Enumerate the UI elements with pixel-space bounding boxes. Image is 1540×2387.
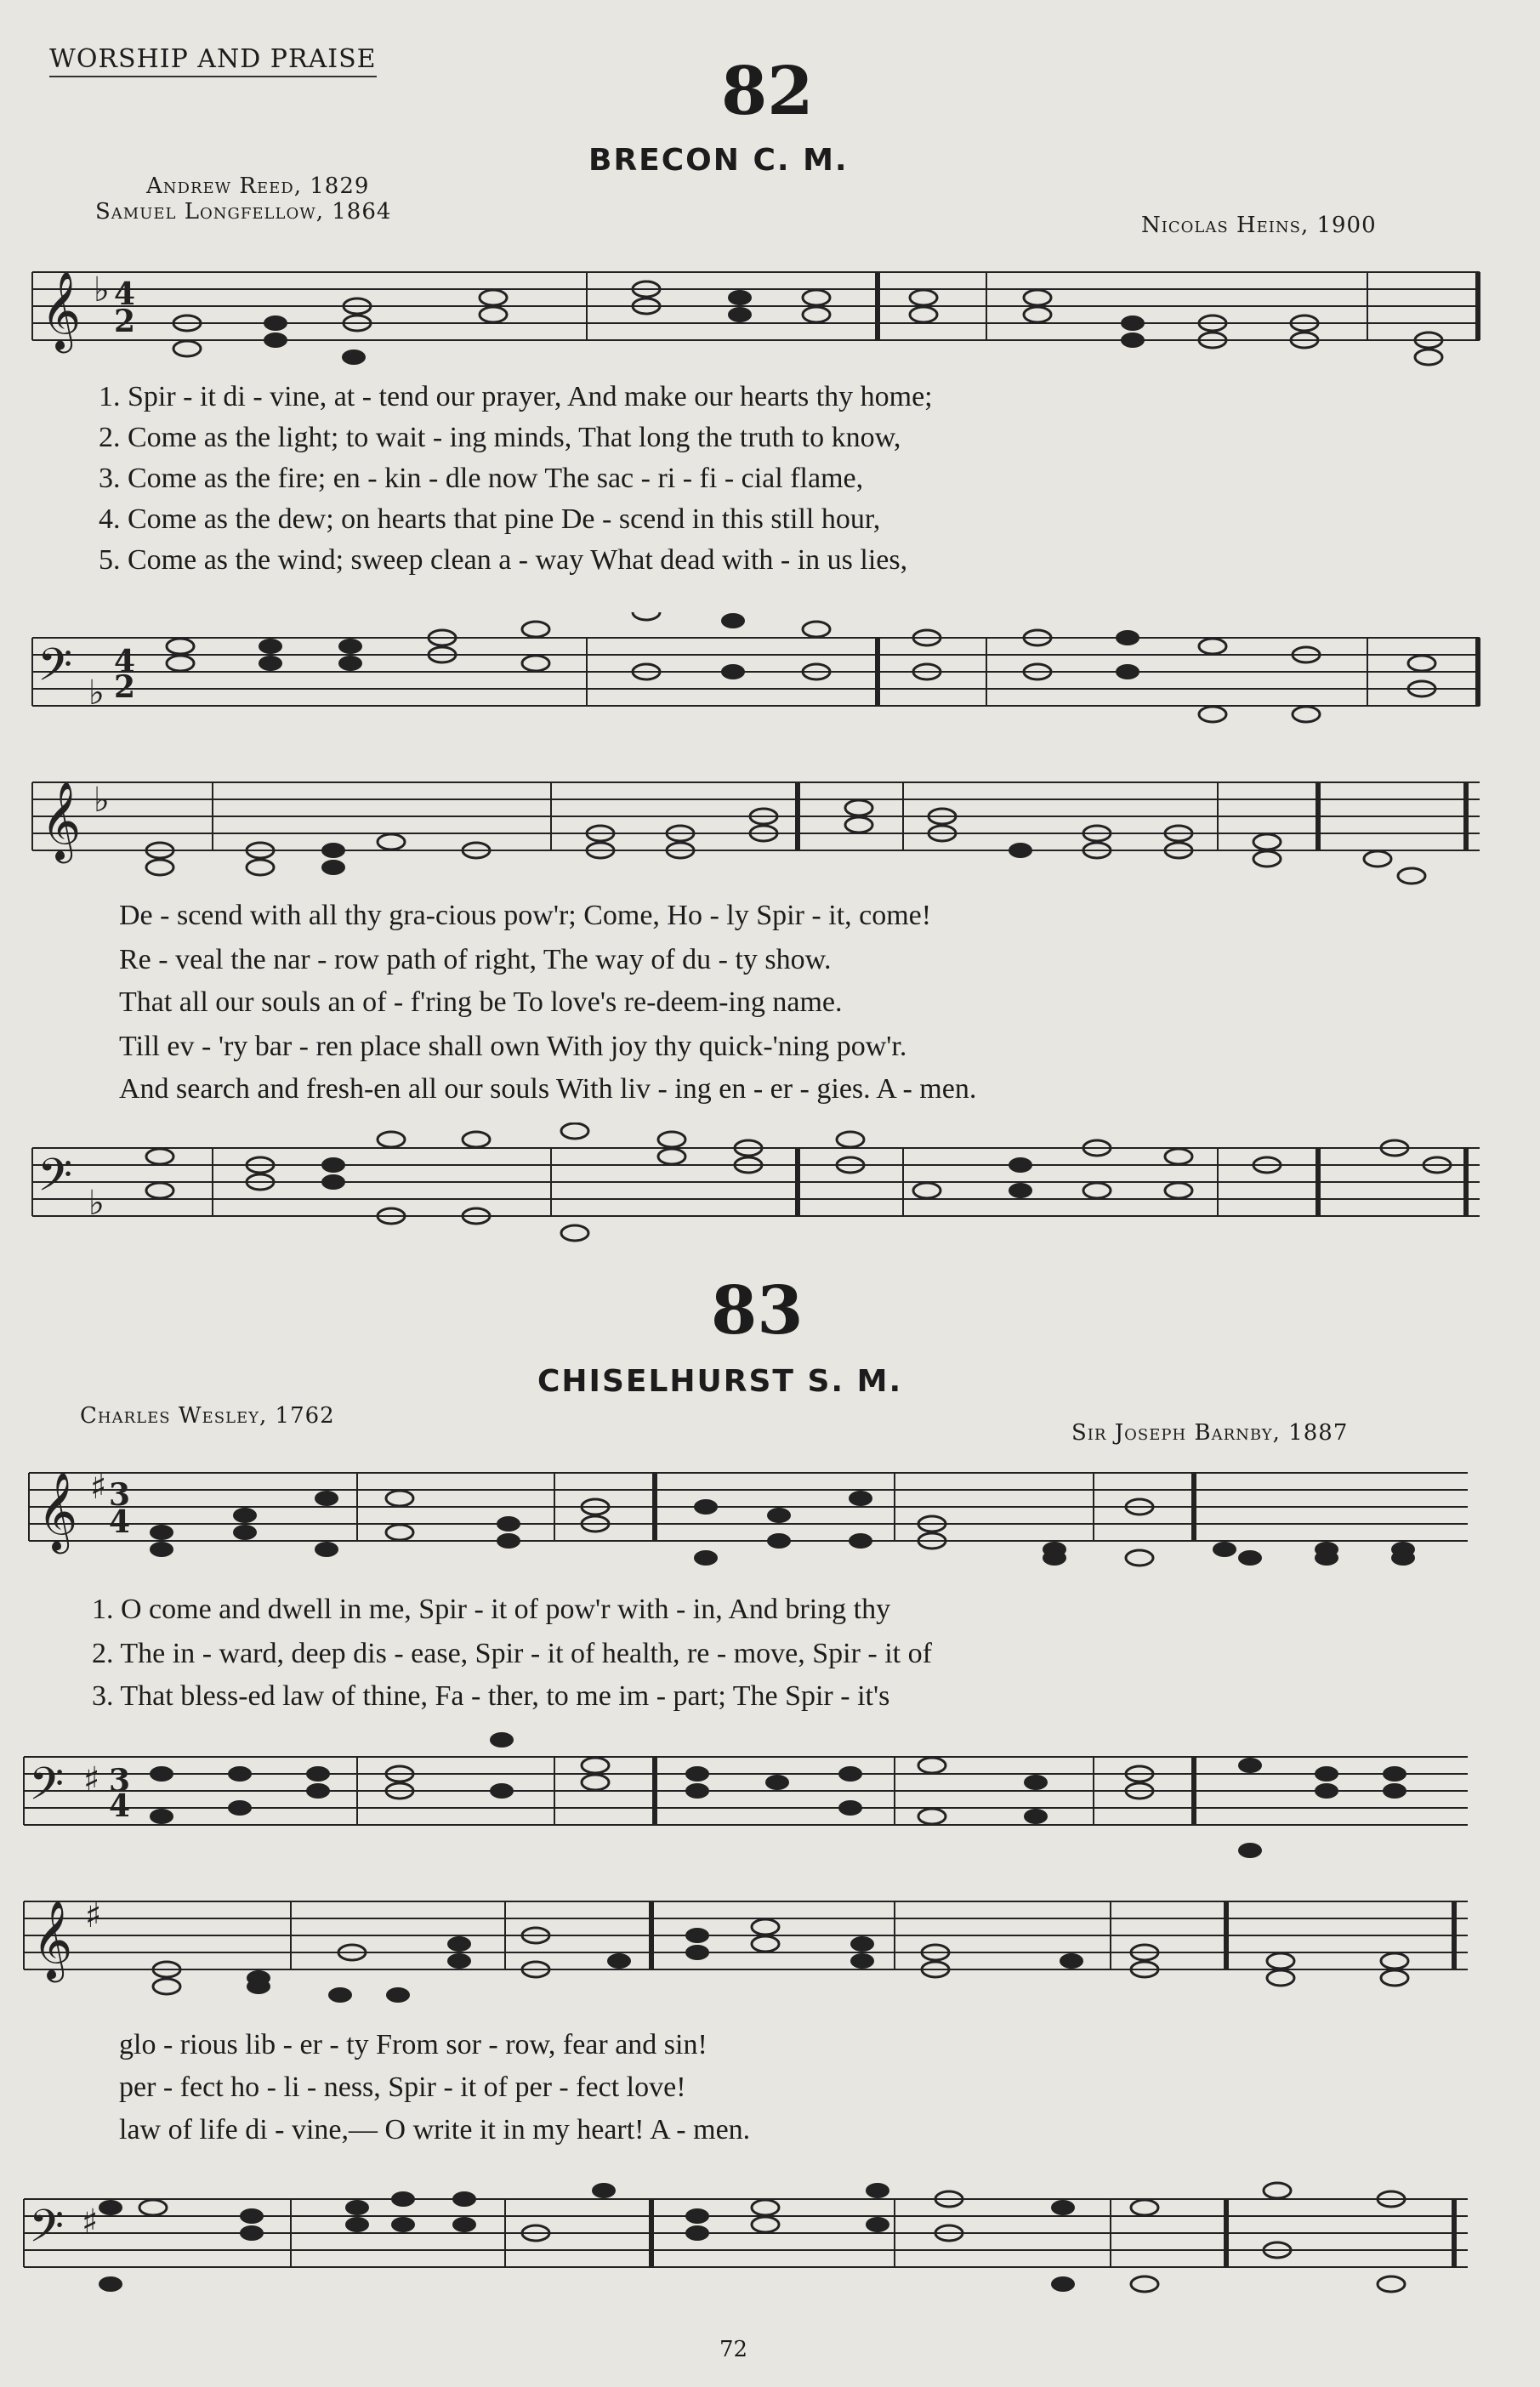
hymn82-sys2-verse1: De - scend with all thy gra-cious pow'r; Come, Ho - ly Spir - it, come!: [119, 900, 932, 931]
tune-name-brecon: BRECON C. M.: [588, 143, 849, 178]
svg-text:𝄢: 𝄢: [37, 1150, 73, 1213]
hymn83-sys2-verse1: glo - rious lib - er - ty From sor - row, fear and sin!: [119, 2029, 707, 2060]
staff-82-1-bass: [0, 612, 1540, 748]
composer-credit: Nicolas Heins, 1900: [1141, 213, 1377, 238]
svg-text:𝄢: 𝄢: [37, 639, 73, 702]
svg-text:♭: ♭: [94, 781, 110, 820]
hymn83-sys1-verse1: 1. O come and dwell in me, Spir - it of pow'r with - in, And bring thy: [92, 1594, 891, 1625]
hymn82-sys2-verse2: Re - veal the nar - row path of right, The way of du - ty show.: [119, 944, 832, 975]
staff-83-1-treble: [0, 1456, 1540, 1583]
svg-text:♭: ♭: [94, 270, 110, 310]
svg-text:4: 4: [109, 1788, 131, 1824]
svg-text:𝄞: 𝄞: [41, 781, 82, 860]
svg-text:3: 3: [109, 1763, 131, 1799]
hymn82-sys1-verse3: 3. Come as the fire; en - kin - dle now The sac - ri - fi - cial flame,: [99, 463, 864, 494]
svg-text:𝄢: 𝄢: [29, 1759, 65, 1822]
svg-text:♯: ♯: [90, 1468, 107, 1507]
svg-text:♭: ♭: [88, 673, 105, 713]
hymn83-sys2-verse2: per - fect ho - li - ness, Spir - it of per - fect love!: [119, 2072, 686, 2103]
hymn82-sys2-verse3: That all our souls an of - f'ring be To love's re-deem-ing name.: [119, 986, 843, 1018]
staff-83-2-treble: [0, 1884, 1540, 2012]
hymn82-sys2-verse5: And search and fresh-en all our souls With liv - ing en - er - gies. A - men.: [119, 1073, 977, 1105]
svg-text:3: 3: [109, 1477, 131, 1513]
section-label: WORSHIP AND PRAISE: [49, 44, 377, 77]
svg-text:2: 2: [114, 669, 136, 705]
hymn82-sys1-verse5: 5. Come as the wind; sweep clean a - way What dead with - in us lies,: [99, 544, 908, 576]
author-credit: Charles Wesley, 1762: [80, 1403, 335, 1429]
adapter-credit: Samuel Longfellow, 1864: [95, 199, 392, 224]
staff-83-2-bass: [0, 2174, 1540, 2318]
svg-text:𝄞: 𝄞: [37, 1471, 78, 1550]
svg-text:4: 4: [114, 276, 136, 312]
page-number: 72: [719, 2337, 748, 2362]
svg-text:𝄢: 𝄢: [29, 2201, 65, 2264]
svg-text:𝄞: 𝄞: [41, 270, 82, 350]
hymn83-sys2-verse3: law of life di - vine,— O write it in my heart! A - men.: [119, 2114, 751, 2145]
svg-text:♭: ♭: [88, 1184, 105, 1223]
hymn83-sys1-verse3: 3. That bless-ed law of thine, Fa - ther, to me im - part; The Spir - it's: [92, 1680, 890, 1712]
hymn82-sys2-verse4: Till ev - 'ry bar - ren place shall own With joy thy quick-'ning pow'r.: [119, 1031, 907, 1062]
hymn83-sys1-verse2: 2. The in - ward, deep dis - ease, Spir - it of health, re - move, Spir - it of: [92, 1638, 932, 1669]
svg-text:♯: ♯: [82, 2202, 99, 2242]
svg-text:𝄞: 𝄞: [32, 1900, 73, 1979]
author-credit: Andrew Reed, 1829: [146, 173, 370, 199]
svg-text:4: 4: [114, 644, 136, 679]
staff-83-1-bass: [0, 1731, 1540, 1876]
hymn82-sys1-verse1: 1. Spir - it di - vine, at - tend our prayer, And make our hearts thy home;: [99, 381, 933, 412]
svg-text:♯: ♯: [85, 1896, 102, 1935]
hymn82-sys1-verse2: 2. Come as the light; to wait - ing minds, That long the truth to know,: [99, 422, 901, 453]
tune-name-chiselhurst: CHISELHURST S. M.: [537, 1364, 903, 1399]
staff-82-1-treble: [0, 255, 1540, 374]
svg-text:♯: ♯: [83, 1760, 100, 1799]
svg-text:2: 2: [114, 304, 136, 339]
hymn-number-83: 83: [711, 1272, 804, 1350]
hymn-number-82: 82: [721, 53, 814, 130]
staff-82-2-treble: [0, 765, 1540, 893]
hymn82-sys1-verse4: 4. Come as the dew; on hearts that pine De - scend in this still hour,: [99, 503, 881, 535]
staff-82-2-bass: [0, 1122, 1540, 1250]
svg-text:4: 4: [109, 1504, 131, 1540]
composer-credit: Sir Joseph Barnby, 1887: [1071, 1420, 1349, 1446]
